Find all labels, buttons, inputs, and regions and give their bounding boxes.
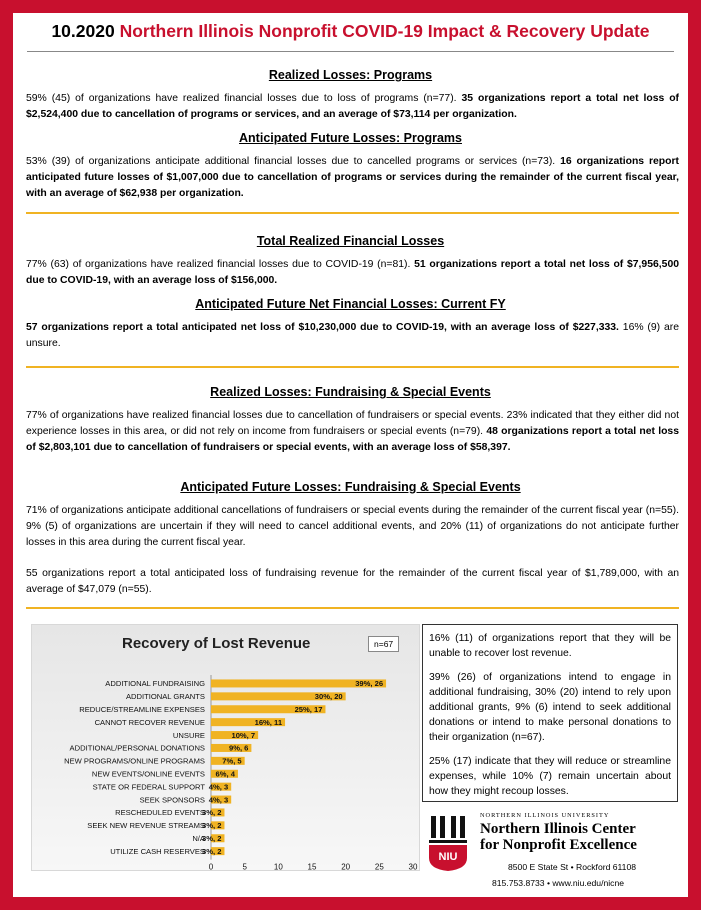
text-bold: 48 organizations report a total net loss of $2,803,101 due to cancellation of fundraisers or special events, with an average loss of $58,397.: [26, 426, 679, 453]
summary-paragraph-3: 25% (17) indicate that they will reduce or streamline expenses, while 10% (7) remain uncertain about how they might recoup losses.: [429, 756, 671, 797]
category-label: SEEK NEW REVENUE STREAMS: [87, 821, 205, 831]
data-label: 4%, 3: [208, 795, 229, 805]
category-label: ADDITIONAL FUNDRAISING: [105, 679, 205, 689]
logo-text: NIU: [438, 851, 458, 863]
text-total-realized: [26, 257, 679, 289]
x-tick-label: 20: [341, 862, 351, 870]
category-label: CANNOT RECOVER REVENUE: [94, 717, 205, 727]
x-tick-label: 0: [208, 862, 214, 870]
text-anticipated-fundraising-1: 71% of organizations anticipate additional cancellations of fundraisers or special events during the remainder of the current fiscal year (n=55). 9% (5) of organizations are uncertain if they will need to cancel additional events, and 20% (11) of organizations do not anticipate further losses in this area during the current fiscal year.: [26, 505, 679, 548]
data-label: 7%, 5: [222, 756, 242, 766]
title-date: 10.2020: [51, 21, 120, 41]
text-bold: 16 organizations report anticipated future losses of $1,007,000 due to cancellation of programs or services during the remainder of the current fiscal year, with an average of $62,938 per organization.: [26, 156, 679, 199]
title-divider: [27, 51, 674, 52]
text-plain: 16% (9) are unsure.: [26, 322, 679, 349]
data-label: 30%, 20: [314, 692, 343, 702]
page-title: [13, 21, 688, 42]
chart-title: Recovery of Lost Revenue: [122, 635, 311, 652]
category-label: ADDITIONAL GRANTS: [125, 692, 205, 702]
text-anticipated-programs: [26, 154, 679, 202]
center-name-line2: for Nonprofit Excellence: [480, 837, 637, 853]
heading-anticipated-fundraising: Anticipated Future Losses: Fundraising & Special Events: [180, 480, 521, 494]
category-label: UTILIZE CASH RESERVES: [110, 846, 205, 856]
recovery-chart: [31, 624, 420, 871]
chart-sample-size: n=67: [368, 636, 399, 652]
category-label: NEW EVENTS/ONLINE EVENTS: [91, 769, 205, 779]
text-bold: 57 organizations report a total anticipated net loss of $10,230,000 due to COVID-19, with an average loss of $227,333.: [26, 322, 619, 333]
report-page: [13, 13, 688, 897]
section-divider: [26, 212, 679, 214]
data-label: 16%, 11: [254, 717, 283, 727]
text-bold: 35 organizations report a total net loss of $2,524,400 due to cancellation of programs or services, and an average of $73,114 per organization.: [26, 93, 679, 120]
text-plain: 77% of organizations have realized financial losses due to cancellation of fundraisers or special events. 23% indicated that they either did not experience losses in this area, or did not rely on income from fundraisers or special events (n=79).: [26, 410, 679, 437]
x-tick-label: 15: [307, 862, 317, 870]
data-label: 3%, 2: [202, 846, 222, 856]
text-anticipated-fundraising-2: 55 organizations report a total anticipated loss of fundraising revenue for the remainder of the current fiscal year of $1,789,000, with an average of $47,079 (n=55).: [26, 568, 679, 595]
category-label: RESCHEDULED EVENTS: [115, 808, 205, 818]
text-realized-programs: [26, 91, 679, 123]
x-tick-label: 5: [242, 862, 247, 870]
category-label: REDUCE/STREAMLINE EXPENSES: [79, 704, 205, 714]
data-label: 25%, 17: [294, 704, 323, 714]
data-label: 9%, 6: [228, 743, 249, 753]
x-tick-label: 25: [374, 862, 384, 870]
category-label: STATE OR FEDERAL SUPPORT: [92, 782, 205, 792]
heading-anticipated-programs: Anticipated Future Losses: Programs: [239, 131, 462, 145]
section-divider: [26, 366, 679, 368]
data-label: 10%, 7: [231, 730, 256, 740]
heading-realized-fundraising: Realized Losses: Fundraising & Special Events: [210, 385, 491, 399]
category-label: ADDITIONAL/PERSONAL DONATIONS: [69, 743, 205, 753]
x-tick-label: 10: [273, 862, 283, 870]
data-label: 4%, 3: [208, 782, 229, 792]
contact-info: 815.753.8733 • www.niu.edu/nicne: [492, 878, 625, 888]
text-plain: 77% (63) of organizations have realized financial losses due to COVID-19 (n=81).: [26, 259, 415, 270]
chart-plot: [32, 625, 419, 870]
heading-realized-programs: Realized Losses: Programs: [268, 68, 433, 82]
text-plain: 53% (39) of organizations anticipate additional financial losses due to cancelled programs or services (n=73).: [26, 156, 561, 167]
section-divider: [26, 607, 679, 609]
data-label: 6%, 4: [215, 769, 235, 779]
category-label: NEW PROGRAMS/ONLINE PROGRAMS: [64, 756, 205, 766]
text-realized-fundraising: [26, 408, 679, 456]
title-main: Northern Illinois Nonprofit COVID-19 Impact & Recovery Update: [119, 21, 650, 41]
data-label: 3%, 2: [202, 808, 222, 818]
category-label: UNSURE: [172, 730, 205, 740]
text-plain: 59% (45) of organizations have realized financial losses due to loss of programs (n=77).: [26, 93, 462, 104]
recovery-summary-box: [422, 624, 678, 802]
data-label: 3%, 2: [202, 833, 222, 843]
category-label: N/A: [192, 833, 205, 843]
summary-paragraph-2: 39% (26) of organizations intend to engage in additional fundraising, 30% (20) intend to rely upon additional grants, 9% (6) intend to seek additional donations or intend to make personal donations to their organization (n=67).: [429, 672, 671, 743]
address: 8500 E State St • Rockford 61108: [508, 862, 637, 872]
university-name: NORTHERN ILLINOIS UNIVERSITY: [480, 812, 610, 819]
x-tick-label: 30: [408, 862, 418, 870]
heading-anticipated-net: Anticipated Future Net Financial Losses: Current FY: [195, 297, 506, 311]
category-label: SEEK SPONSORS: [139, 795, 205, 805]
data-label: 39%, 26: [355, 679, 384, 689]
summary-paragraph-1: 16% (11) of organizations report that they will be unable to recover lost revenue.: [429, 633, 671, 659]
text-bold: 51 organizations report a total net loss of $7,956,500 due to COVID-19, with an average loss of $156,000.: [26, 259, 679, 286]
text-anticipated-net: [26, 320, 679, 352]
data-label: 3%, 2: [202, 821, 222, 831]
niu-logo-icon: [428, 814, 468, 872]
center-name-line1: Northern Illinois Center: [480, 821, 636, 837]
heading-total-realized: Total Realized Financial Losses: [256, 234, 445, 248]
